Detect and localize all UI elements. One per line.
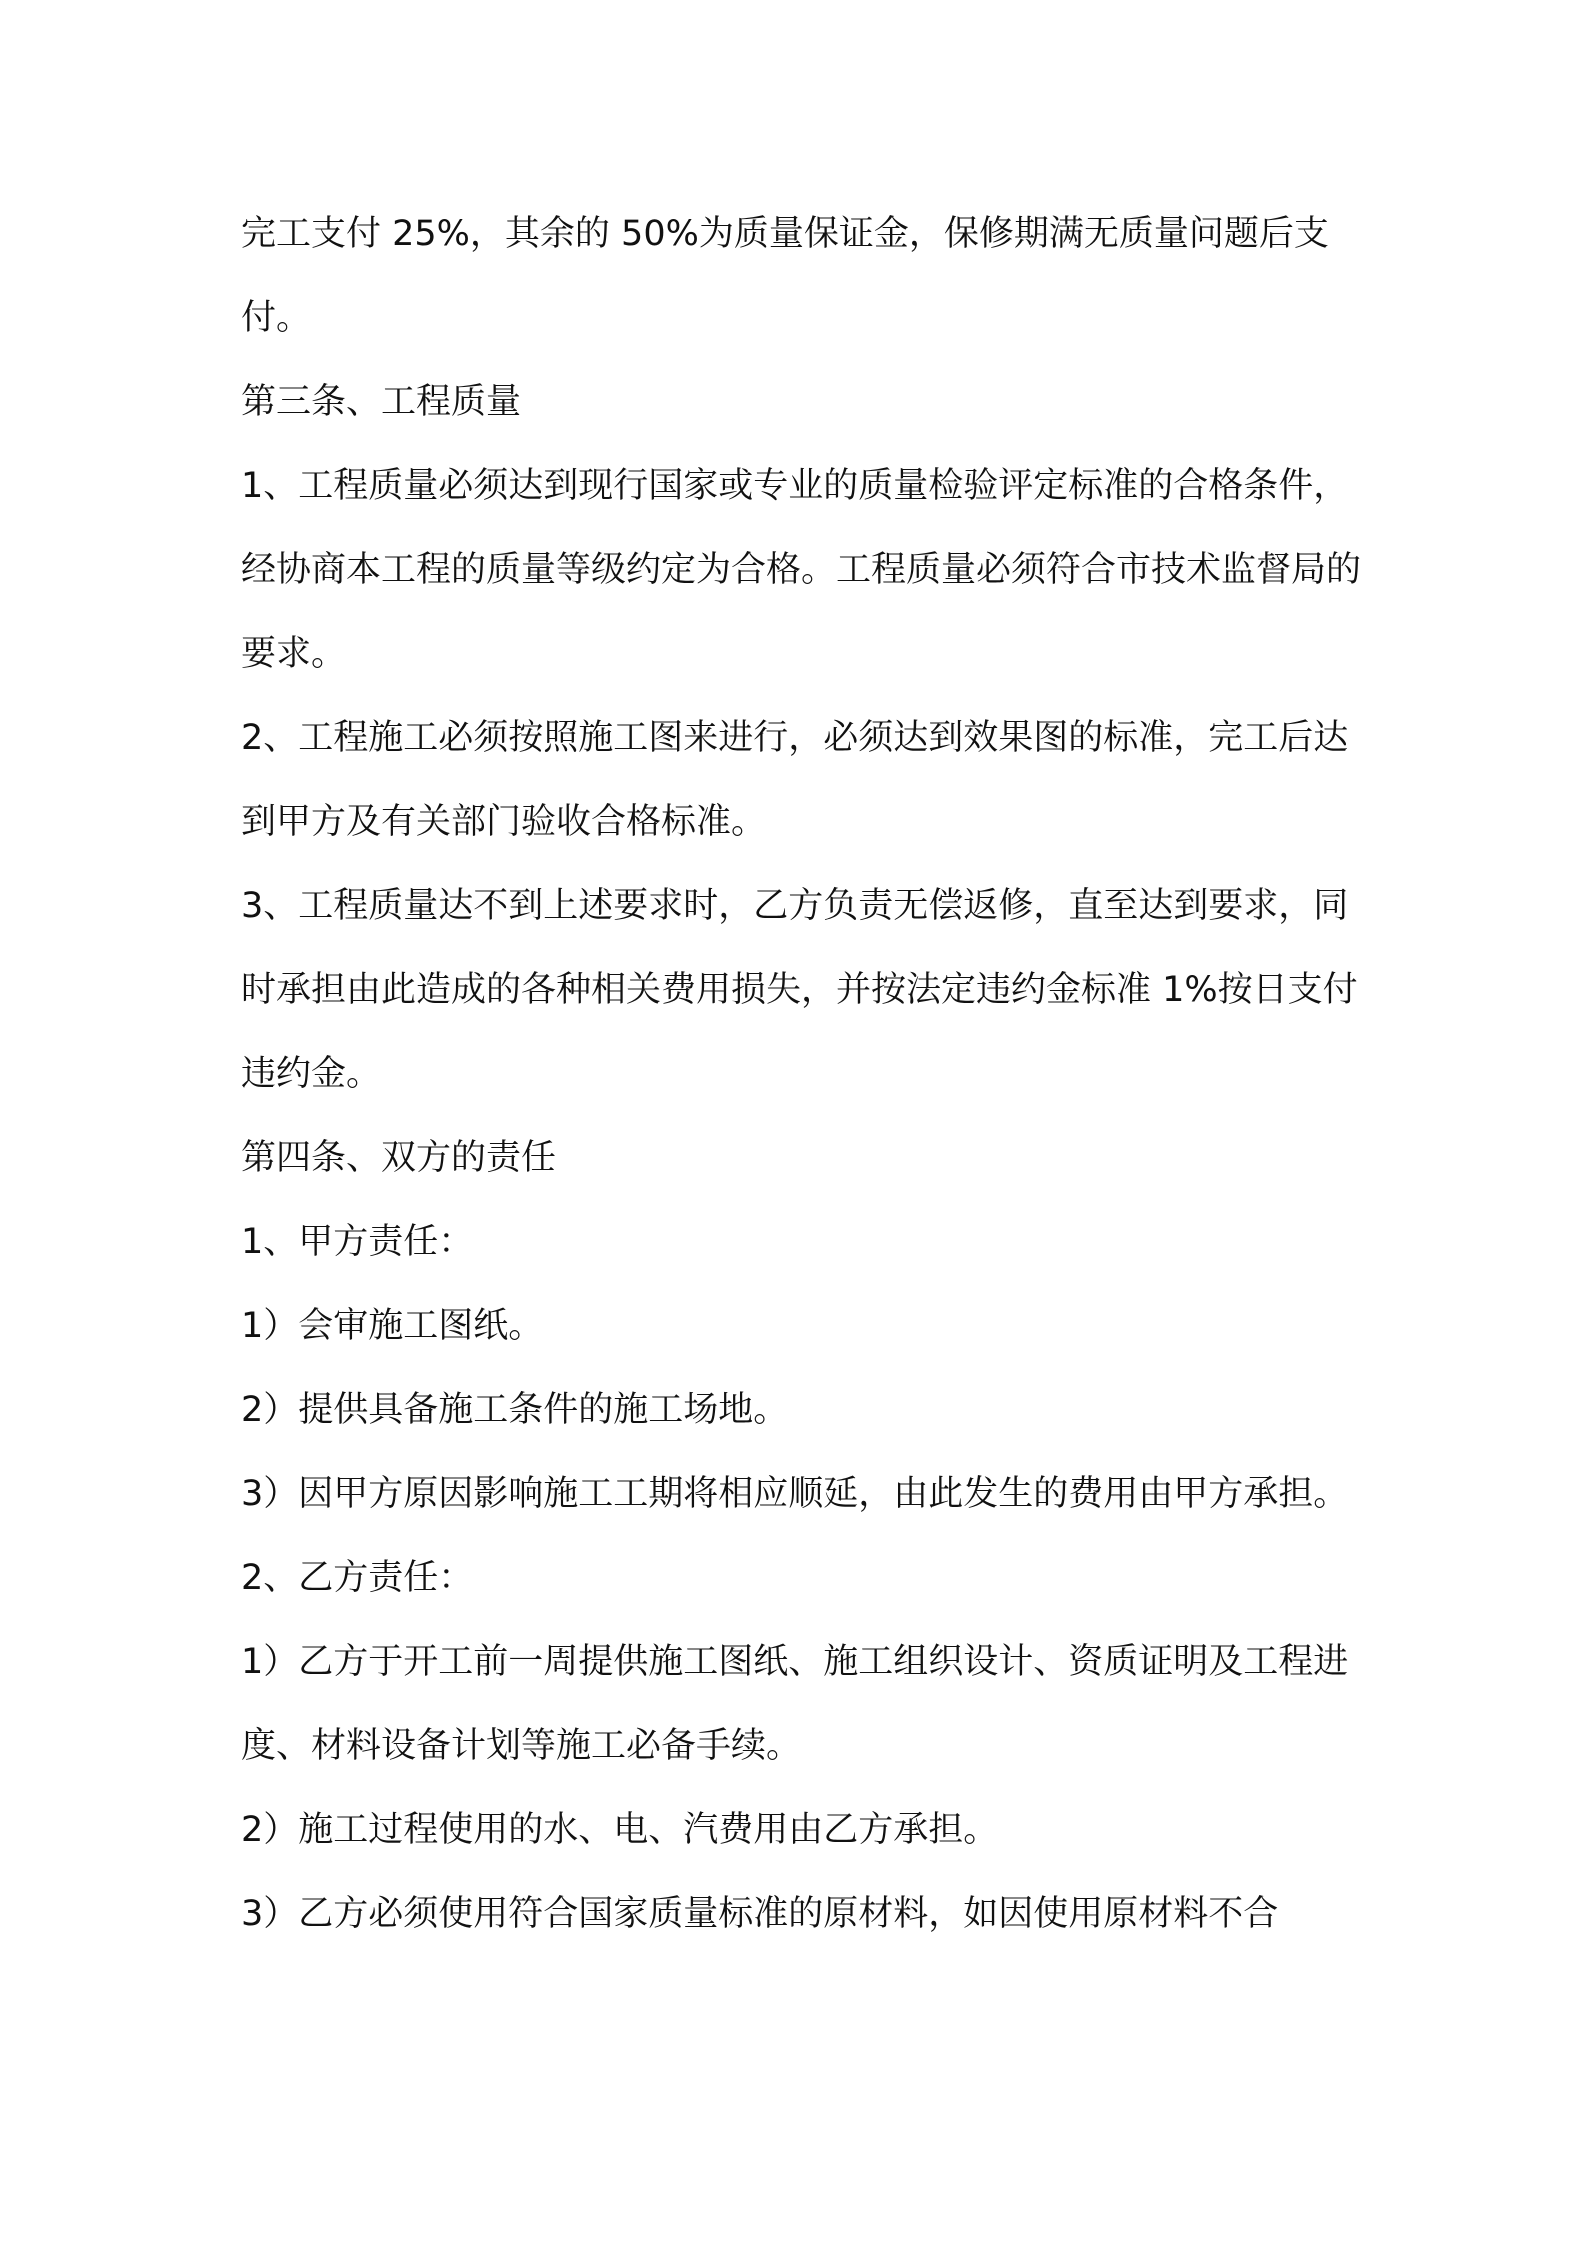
subheading-party-a: 1、甲方责任：	[241, 1222, 474, 1262]
paragraph-quality-3: 3、工程质量达不到上述要求时，乙方负责无偿返修，直至达到要求，同时承担由此造成的各种相关费用损失，并按法定违约金标准 1%按日支付违约金。	[241, 886, 1358, 1094]
subheading-party-b: 2、乙方责任：	[241, 1558, 474, 1598]
list-item-b-2: 2）施工过程使用的水、电、汽费用由乙方承担。	[241, 1810, 999, 1850]
list-item-a-1: 1）会审施工图纸。	[241, 1306, 544, 1346]
heading-article-4: 第四条、双方的责任	[241, 1138, 557, 1178]
list-item-b-3: 3）乙方必须使用符合国家质量标准的原材料，如因使用原材料不合	[241, 1894, 1279, 1934]
paragraph-quality-1: 1、工程质量必须达到现行国家或专业的质量检验评定标准的合格条件，经协商本工程的质量等级约定为合格。工程质量必须符合市技术监督局的要求。	[241, 466, 1362, 674]
list-item-a-2: 2）提供具备施工条件的施工场地。	[241, 1390, 789, 1430]
list-item-b-1: 1）乙方于开工前一周提供施工图纸、施工组织设计、资质证明及工程进度、材料设备计划等施工必备手续。	[241, 1642, 1349, 1766]
heading-article-3: 第三条、工程质量	[241, 382, 522, 422]
document-body	[241, 192, 1361, 1956]
list-item-a-3: 3）因甲方原因影响施工工期将相应顺延，由此发生的费用由甲方承担。	[241, 1474, 1349, 1514]
paragraph-payment-terms: 完工支付 25%，其余的 50%为质量保证金，保修期满无质量问题后支付。	[241, 214, 1329, 338]
paragraph-quality-2: 2、工程施工必须按照施工图来进行，必须达到效果图的标准，完工后达到甲方及有关部门验收合格标准。	[241, 718, 1349, 842]
